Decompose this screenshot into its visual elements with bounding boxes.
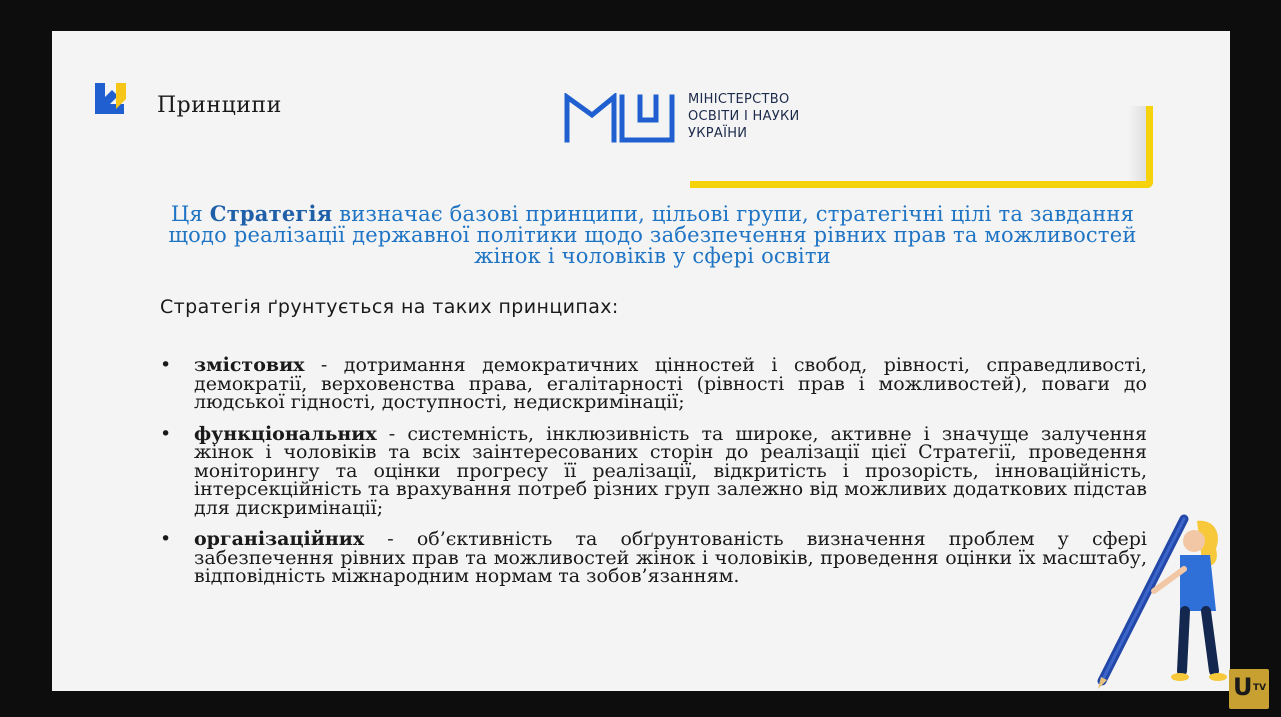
mon-logo-icon: [564, 93, 676, 143]
ministry-line-1: МІНІСТЕРСТВО: [688, 92, 790, 107]
principle-text: - системність, інклюзивність та широке, активне і значуще залучення жінок і чоловіків та всіх заінтересованих сторін до реалізації цієї Стратегії, проведення моніторингу та оцінки прогресу її реалізації, відкритість і прозорість, інноваційність, інтерсекційність та врахування потреб різних груп залежно від можливих додаткових підстав для дискримінації;: [194, 422, 1147, 519]
principles-lead: Стратегія ґрунтується на таких принципах:: [160, 296, 619, 318]
badge-suffix: TV: [1253, 683, 1267, 693]
principle-term: організаційних: [194, 528, 365, 550]
presentation-slide: [52, 31, 1230, 691]
principle-text: - об’єктивність та обґрунтованість визначення проблем у сфері забезпечення рівних прав та можливостей жінок і чоловіків, проведення оцінки їх масштабу, відповідність міжнародним нормам та зобов’язанням.: [194, 528, 1147, 587]
strategy-intro: [160, 203, 1145, 267]
intro-part-2: визначає базові принципи, цільові групи, стратегічні цілі та завдання щодо реалізації державної політики щодо забезпечення рівних прав та можливостей жінок і чоловіків у сфері освіти: [168, 202, 1137, 268]
list-item: [160, 356, 1147, 412]
utv-badge-icon: [1229, 669, 1269, 709]
badge-letter: U: [1233, 673, 1253, 701]
principle-term: функціональних: [194, 422, 377, 445]
list-item: [160, 530, 1147, 586]
principles-list: [160, 356, 1147, 599]
ministry-line-2: ОСВІТИ І НАУКИ: [688, 109, 800, 124]
intro-part-1: Ця: [170, 202, 210, 226]
ministry-name: [688, 91, 800, 142]
ukraine-logo-icon: [92, 81, 128, 117]
pencil-woman-illustration: [1092, 511, 1227, 691]
section-title: Принципи: [157, 93, 282, 118]
principle-term: змістових: [194, 354, 305, 376]
list-item: [160, 422, 1147, 519]
intro-strategy-word: Стратегія: [209, 201, 333, 226]
ministry-line-3: УКРАЇНИ: [688, 126, 748, 141]
principle-text: - дотримання демократичних цінностей і свобод, рівності, справедливості, демократії, верховенства права, егалітарності (рівності прав і можливостей), поваги до людської гідності, доступності, недискримінації;: [194, 354, 1147, 413]
